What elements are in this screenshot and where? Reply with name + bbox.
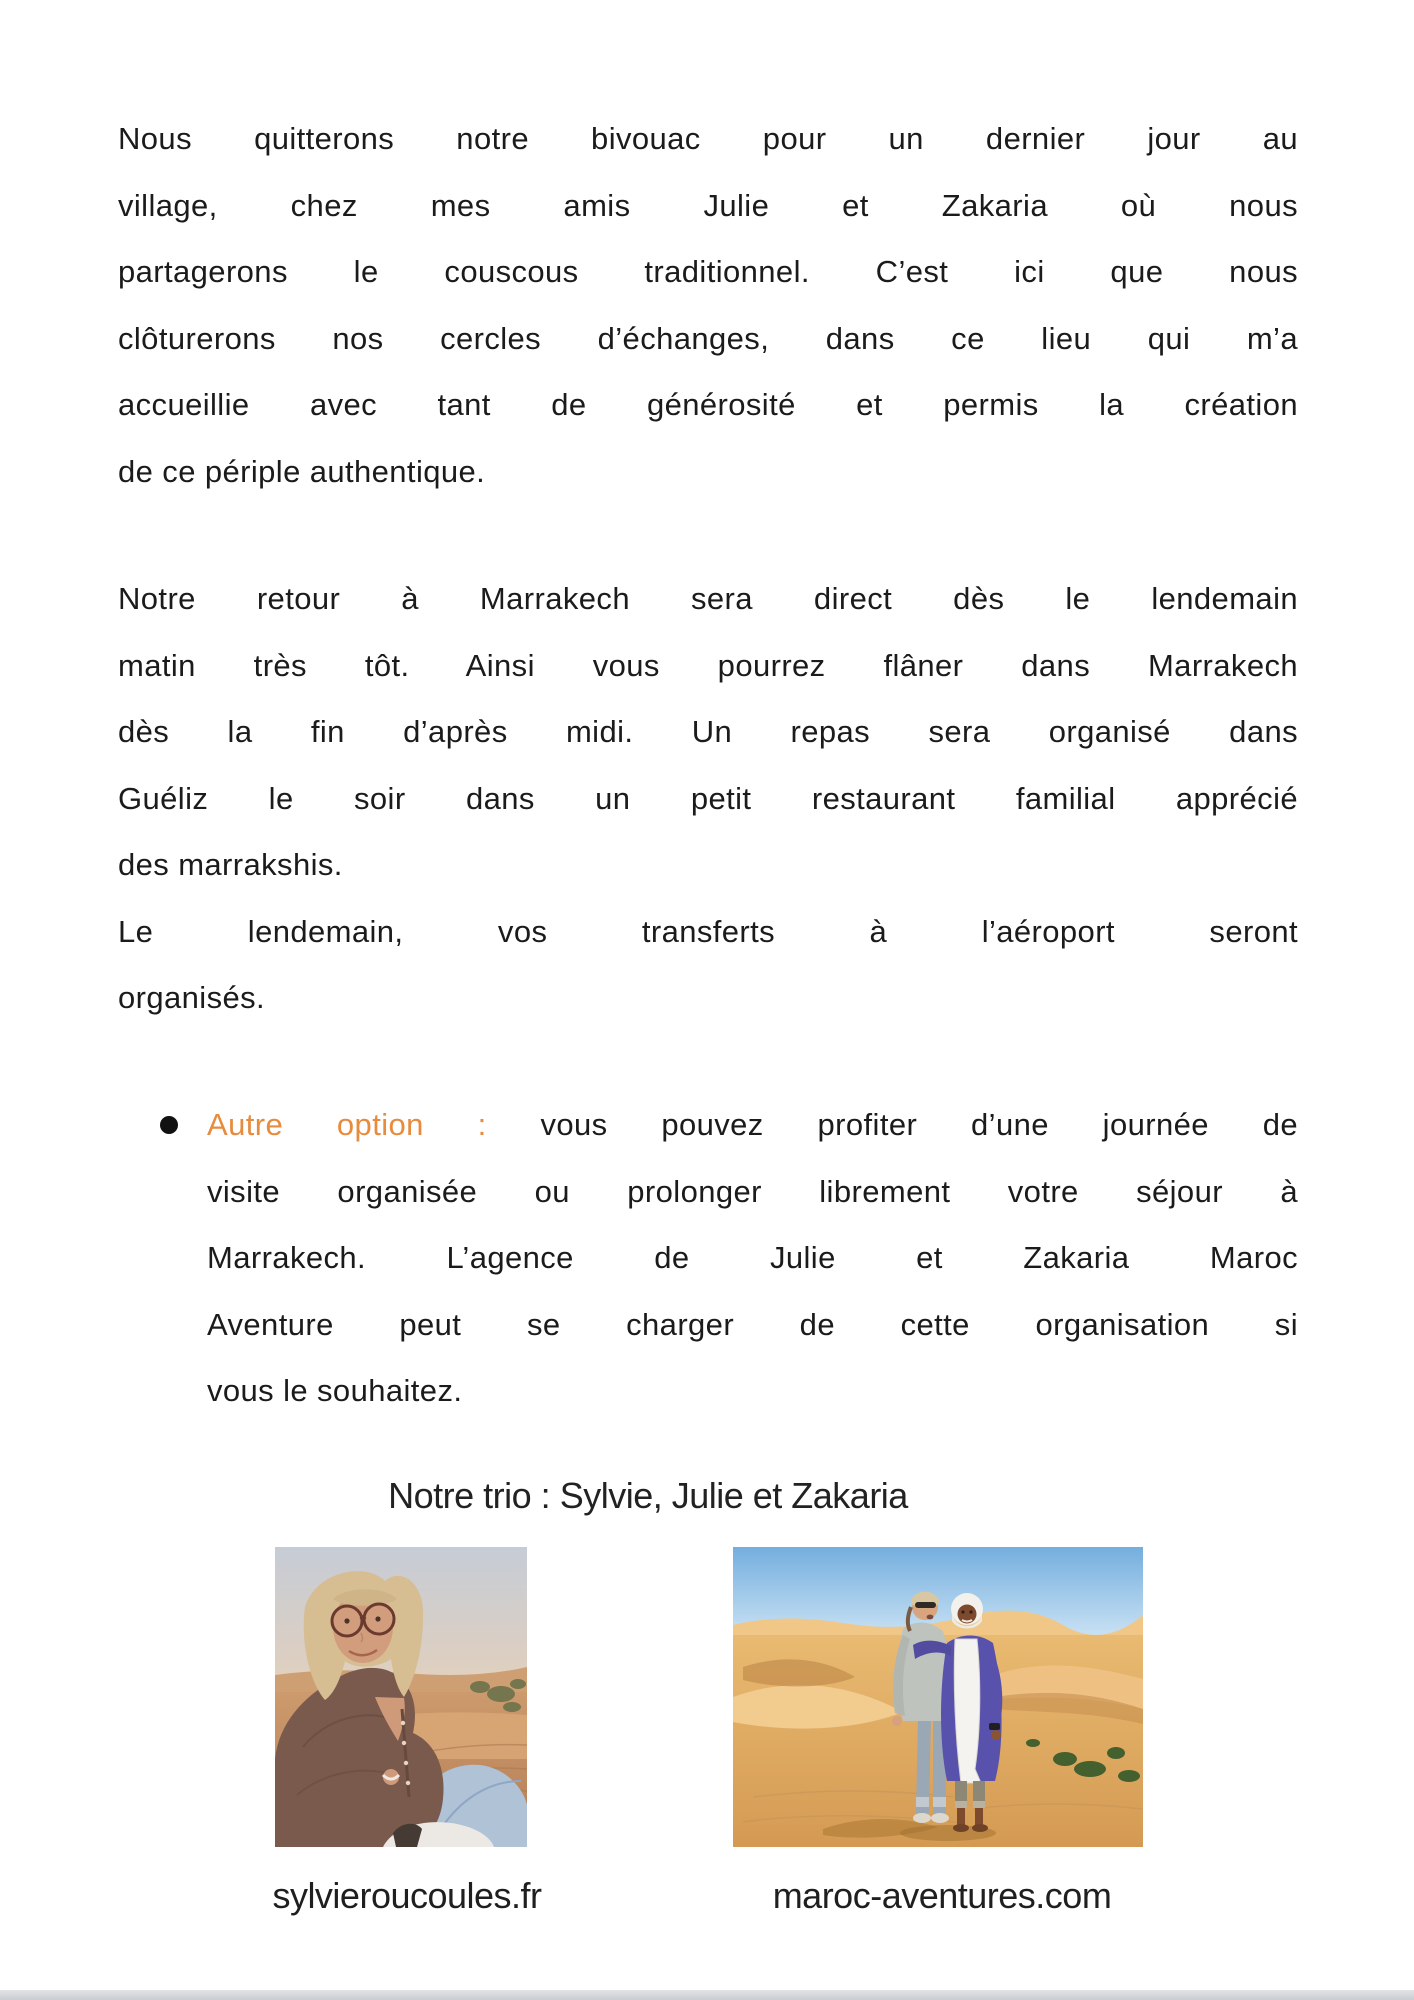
body-line	[207, 1092, 1298, 1159]
body-line: visite organisée ou prolonger librement votre séjour à	[207, 1173, 1298, 1209]
photo-julie-zakaria-illustration	[733, 1547, 1143, 1847]
link-sylvieroucoules[interactable]: sylvieroucoules.fr	[272, 1875, 542, 1916]
body-line: accueillie avec tant de générosité et permis la création	[118, 387, 1298, 422]
body-line: de ce périple authentique.	[118, 453, 486, 489]
body-line: village, chez mes amis Julie et Zakaria où nous	[118, 187, 1298, 223]
page-edge	[0, 1990, 1414, 2000]
paragraph-intro	[118, 106, 1298, 505]
body-line: Aventure peut se charger de cette organisation si	[207, 1306, 1298, 1342]
photo-sylvie-illustration	[275, 1547, 527, 1847]
body-line: organisés.	[118, 980, 266, 1015]
bullet-icon	[160, 1116, 178, 1134]
body-line: des marrakshis.	[118, 847, 343, 882]
link-maroc-aventures[interactable]: maroc-aventures.com	[772, 1875, 1112, 1916]
body-line: matin très tôt. Ainsi vous pourrez flâner dans Marrakech	[118, 647, 1298, 683]
body-line: Le lendemain, vos transferts à l’aéroport seront	[118, 913, 1298, 949]
photo-julie-zakaria	[733, 1547, 1143, 1847]
body-line: Guéliz le soir dans un petit restaurant familial apprécié	[118, 780, 1298, 816]
body-line: Marrakech. L’agence de Julie et Zakaria Maroc	[207, 1240, 1298, 1275]
paragraph-retour	[118, 566, 1298, 1032]
bullet-line-rest: vous pouvez profiter d’une journée de	[540, 1107, 1298, 1142]
body-line: partagerons le couscous traditionnel. C’est ici que nous	[118, 254, 1298, 289]
bullet-highlight: Autre option :	[207, 1107, 541, 1142]
trio-caption: Notre trio : Sylvie, Julie et Zakaria	[388, 1475, 908, 1516]
body-line: Nous quitterons notre bivouac pour un dernier jour au	[118, 121, 1298, 156]
bullet-item-autre-option	[207, 1092, 1298, 1425]
body-line: clôturerons nos cercles d’échanges, dans ce lieu qui m’a	[118, 320, 1298, 356]
body-line: Notre retour à Marrakech sera direct dès le lendemain	[118, 581, 1298, 616]
body-line: vous le souhaitez.	[207, 1373, 463, 1408]
photo-sylvie	[275, 1547, 527, 1847]
body-line: dès la fin d’après midi. Un repas sera organisé dans	[118, 714, 1298, 749]
